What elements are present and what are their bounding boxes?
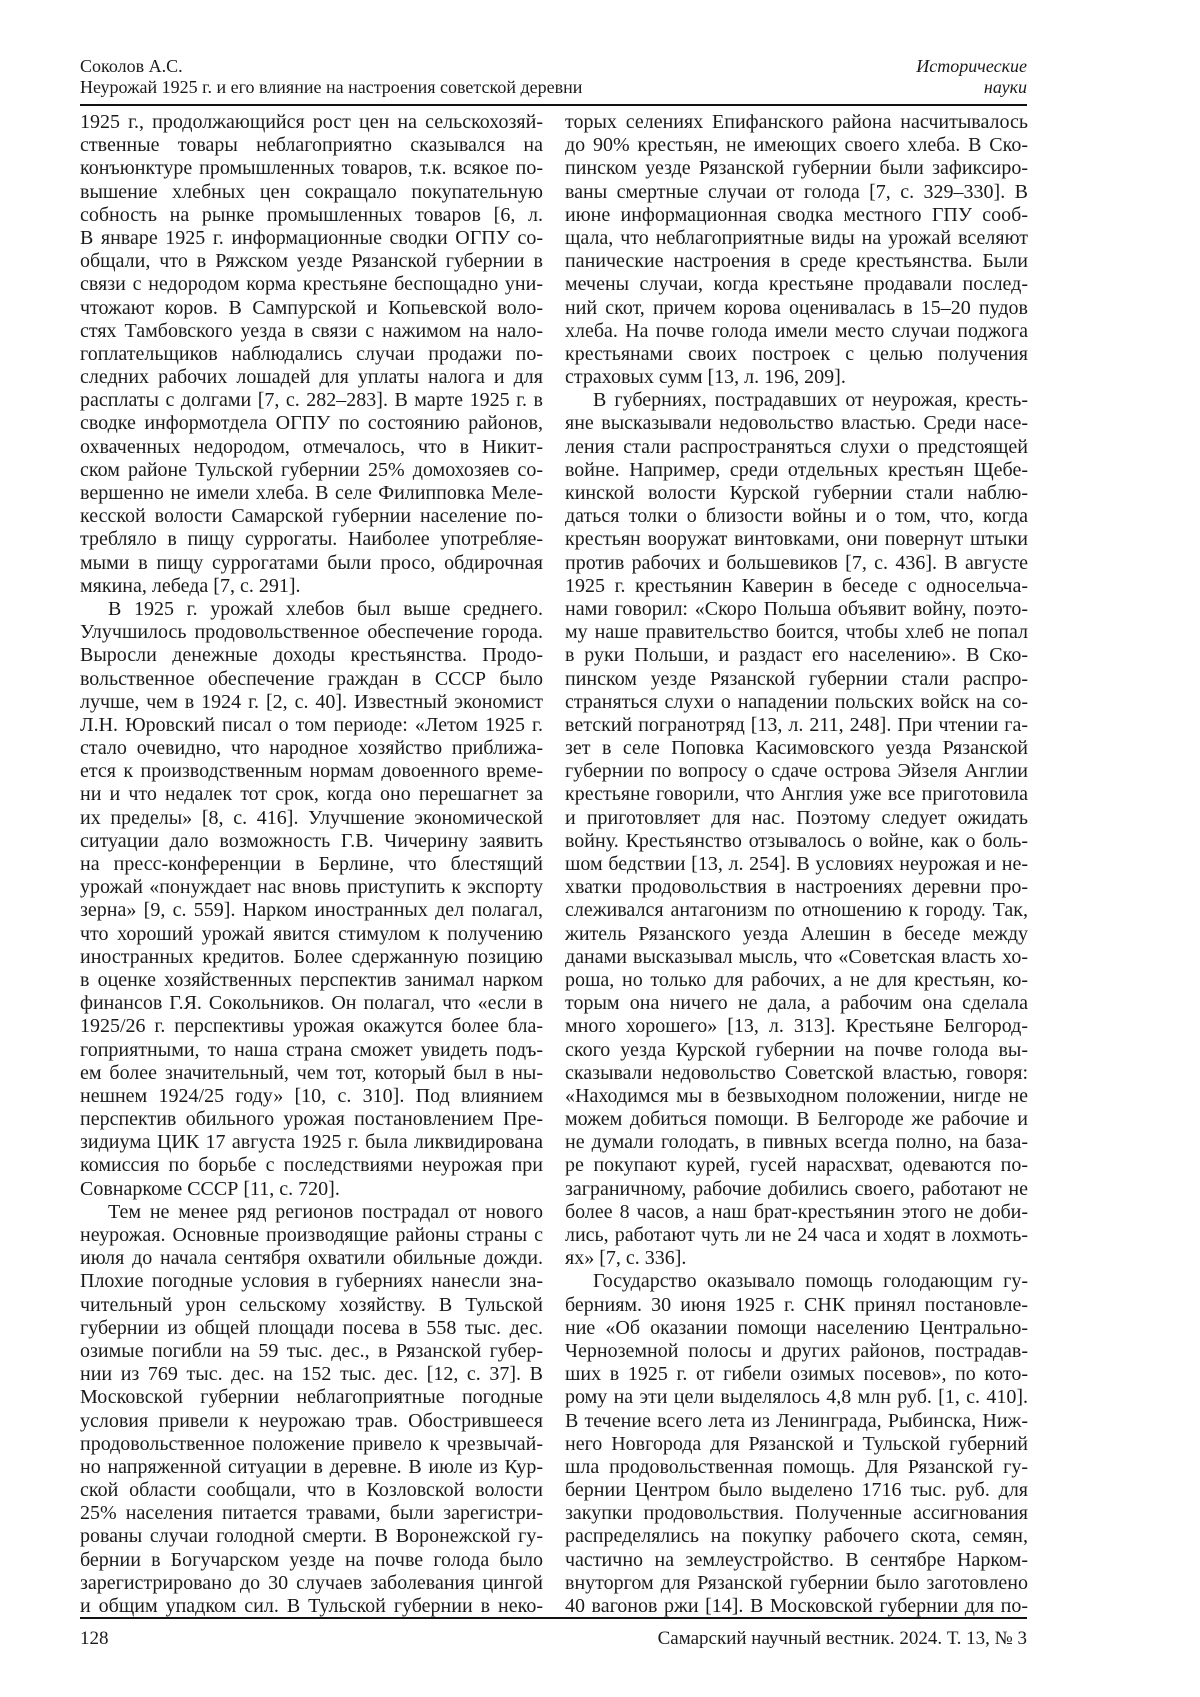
text-line: Л.Н. Юровский писал о том периоде: «Летом 1925 г. bbox=[80, 713, 543, 736]
text-line: Государство оказывало помощь голодающим гу- bbox=[593, 1270, 1028, 1293]
text-line: В январе 1925 г. информационные сводки ОГПУ со- bbox=[80, 226, 543, 249]
text-line: даться толки о близости войны и о том, что, когда bbox=[565, 505, 1028, 528]
text-line: комиссия по борьбе с последствиями неурожая при bbox=[80, 1154, 543, 1177]
text-line: му наше правительство боится, чтобы хлеб не попал bbox=[565, 621, 1028, 644]
text-line: сводке информотдела ОГПУ по состоянию районов, bbox=[80, 412, 543, 435]
header-section-line2: науки bbox=[983, 77, 1027, 97]
text-line: лучше, чем в 1924 г. [2, с. 40]. Известный экономист bbox=[80, 690, 543, 713]
text-line: финансов Г.Я. Сокольников. Он полагал, что «если в bbox=[80, 992, 543, 1015]
text-line: ской области сообщали, что в Козловской волости bbox=[80, 1479, 543, 1502]
text-line: ний скот, причем корова оценивалась в 15–20 пудов bbox=[565, 296, 1028, 319]
footer-rule bbox=[80, 1617, 1027, 1619]
text-line: шла продовольственная помощь. Для Рязанской гу- bbox=[565, 1455, 1028, 1478]
text-line: губернии по вопросу о сдаче острова Эйзеля Англии bbox=[565, 760, 1028, 783]
text-line: Совнаркоме СССР [11, с. 720]. bbox=[80, 1177, 340, 1200]
text-line: ситуации дало возможность Г.В. Чичерину заявить bbox=[80, 829, 543, 852]
text-line: связи с недородом корма крестьяне беспощадно уни- bbox=[80, 273, 543, 296]
text-line: берниям. 30 июня 1925 г. СНК принял постановле- bbox=[565, 1293, 1028, 1316]
text-line: В течение всего лета из Ленинграда, Рыбинска, Ниж- bbox=[565, 1409, 1028, 1432]
text-line: лись, работают чуть ли не 24 часа и ходят в лохмоть- bbox=[565, 1224, 1028, 1246]
text-line: нии из 769 тыс. дес. на 152 тыс. дес. [12, с. 37]. В bbox=[80, 1363, 543, 1386]
text-line: житель Рязанского уезда Алешин в беседе между bbox=[565, 922, 1028, 945]
header-section-line1: Исторические bbox=[916, 56, 1027, 76]
text-line: в оценке хозяйственных перспектив занимал нарком bbox=[80, 968, 543, 991]
text-line: чительный урон сельскому хозяйству. В Тульской bbox=[80, 1293, 543, 1316]
text-line: В 1925 г. урожай хлебов был выше среднего. bbox=[108, 597, 543, 620]
text-line: распределялись на покупку рабочего скота, семян, bbox=[565, 1525, 1028, 1548]
text-line: перспектив обильного урожая постановлением Пре- bbox=[80, 1108, 543, 1131]
text-line: ях» [7, с. 336]. bbox=[565, 1247, 687, 1270]
text-line: следних рабочих лошадей для уплаты налога и для bbox=[80, 366, 543, 389]
text-line: июне информационная сводка местного ГПУ сооб- bbox=[565, 203, 1028, 226]
text-line: нешнем 1924/25 году» [10, с. 310]. Под влиянием bbox=[80, 1084, 543, 1107]
text-line: хлеба. На почве голода имели место случаи поджога bbox=[565, 319, 1028, 342]
text-line: июля до начала сентября охватили обильные дожди. bbox=[80, 1247, 543, 1270]
header-article-title: Неурожай 1925 г. и его влияние на настроения советской деревни bbox=[80, 77, 583, 97]
text-line: сказывали недовольство Советской властью, говоря: bbox=[565, 1061, 1028, 1084]
text-line: ние «Об оказании помощи населению Центрально- bbox=[565, 1316, 1028, 1339]
text-line: ления стали распространяться слухи о предстоящей bbox=[565, 435, 1028, 458]
text-line: мыми в пищу суррогатами были просо, обдирочная bbox=[80, 551, 543, 574]
text-line: Улучшилось продовольственное обеспечение города. bbox=[80, 621, 543, 644]
text-line: что хороший урожай явится стимулом к получению bbox=[80, 922, 543, 945]
text-line: ется к производственным нормам довоенного време- bbox=[80, 760, 543, 783]
text-line: гоплательщиков наблюдались случаи продажи по- bbox=[80, 342, 543, 365]
text-line: данами высказывал мысль, что «Советская власть хо- bbox=[565, 945, 1028, 968]
text-line: войне. Например, среди отдельных крестьян Щебе- bbox=[565, 458, 1028, 481]
text-line: охваченных недородом, отмечалось, что в Никит- bbox=[80, 435, 543, 458]
text-line: общали, что в Ряжском уезде Рязанской губернии в bbox=[80, 250, 543, 273]
paragraph bbox=[80, 111, 543, 598]
text-line: крестьянами своих построек с целью получения bbox=[565, 342, 1028, 365]
text-line: мякина, лебеда [7, с. 291]. bbox=[80, 574, 301, 597]
text-line: панические настроения в среде крестьянства. Были bbox=[565, 250, 1028, 273]
text-line: пинском уезде Рязанской губернии стали распро- bbox=[565, 667, 1028, 690]
text-line: неурожая. Основные производящие районы страны с bbox=[80, 1224, 543, 1246]
text-line: их пределы» [8, с. 416]. Улучшение экономической bbox=[80, 806, 543, 829]
text-line: закупки продовольствия. Полученные ассигнования bbox=[565, 1502, 1028, 1525]
header-left bbox=[80, 56, 582, 98]
left-column bbox=[80, 111, 543, 1618]
text-line: губернии из общей площади посева в 558 тыс. дес. bbox=[80, 1316, 543, 1339]
journal-citation: Самарский научный вестник. 2024. Т. 13, № 3 bbox=[657, 1628, 1027, 1649]
text-line: озимые погибли на 59 тыс. дес., в Рязанской губер- bbox=[80, 1339, 543, 1362]
paragraph bbox=[80, 1201, 543, 1618]
text-line: до 90% крестьян, не имеющих своего хлеба. В Ско- bbox=[565, 134, 1028, 157]
text-line: щала, что неблагоприятные виды на урожай вселяют bbox=[565, 226, 1028, 249]
text-line: вышение хлебных цен сокращало покупательную bbox=[80, 180, 543, 203]
text-line: мечены случаи, когда крестьяне продавали послед- bbox=[565, 273, 1028, 296]
text-line: требляло в пищу суррогаты. Наиболее употребляе- bbox=[80, 528, 543, 551]
text-line: войну. Крестьянство отзывалось о войне, как о боль- bbox=[565, 829, 1028, 852]
text-line: внуторгом для Рязанской губернии было заготовлено bbox=[565, 1571, 1028, 1594]
header-rule bbox=[80, 104, 1027, 106]
text-line: ем более значительный, чем тот, который был в ны- bbox=[80, 1061, 543, 1084]
text-line: урожай «понуждает нас вновь приступить к экспорту bbox=[80, 876, 543, 899]
text-line: в руки Польши, и раздаст его населению». В Ско- bbox=[565, 644, 1028, 667]
text-line: страховых сумм [13, л. 196, 209]. bbox=[565, 366, 846, 389]
text-line: ственные товары неблагоприятно сказывался на bbox=[80, 134, 543, 157]
text-line: заграничному, рабочие добились своего, работают не bbox=[565, 1177, 1028, 1200]
text-line: много хорошего» [13, л. 313]. Крестьяне Белгород- bbox=[565, 1015, 1028, 1038]
header-section bbox=[916, 56, 1027, 98]
paragraph bbox=[80, 598, 543, 1201]
text-line: яне высказывали недовольство властью. Среди насе- bbox=[565, 412, 1028, 435]
text-line: ших в 1925 г. от гибели озимых посевов», по кото- bbox=[565, 1363, 1028, 1386]
text-line: ветский погранотряд [13, л. 211, 248]. При чтении га- bbox=[565, 713, 1028, 736]
text-line: Черноземной полосы и других районов, пострадав- bbox=[565, 1339, 1028, 1362]
text-line: 25% населения питается травами, были зарегистри- bbox=[80, 1502, 543, 1525]
text-line: бернии в Богучарском уезде на почве голода было bbox=[80, 1548, 543, 1571]
text-line: и общим упадком сил. В Тульской губернии в неко- bbox=[80, 1595, 543, 1617]
text-line: нами говорил: «Скоро Польша объявит войну, поэто- bbox=[565, 597, 1028, 620]
text-line: слеживался антагонизм по отношению к городу. Так, bbox=[565, 899, 1028, 922]
text-line: В губерниях, пострадавших от неурожая, кресть- bbox=[593, 389, 1028, 412]
text-line: не думали голодать, в пивных всегда полно, на база- bbox=[565, 1131, 1028, 1154]
text-line: частично на землеустройство. В сентябре Нарком- bbox=[565, 1548, 1028, 1571]
text-line: вершенно не имели хлеба. В селе Филипповка Меле- bbox=[80, 482, 543, 504]
text-line: Плохие погодные условия в губерниях нанесли зна- bbox=[80, 1270, 543, 1293]
text-line: ни и что недалек тот срок, когда оно перешагнет за bbox=[80, 783, 543, 806]
text-line: зерна» [9, с. 559]. Нарком иностранных дел полагал, bbox=[80, 899, 543, 922]
running-header bbox=[80, 56, 1027, 104]
text-line: пинском уезде Рязанской губернии были зафиксиро- bbox=[565, 157, 1028, 180]
text-line: шом бедствии [13, л. 254]. В условиях неурожая и не- bbox=[565, 853, 1028, 875]
text-line: 1925/26 г. перспективы урожая окажутся более бла- bbox=[80, 1015, 543, 1038]
text-line: зидиума ЦИК 17 августа 1925 г. была ликвидирована bbox=[80, 1131, 543, 1154]
text-line: против рабочих и большевиков [7, с. 436]. В августе bbox=[565, 551, 1028, 574]
text-line: собность на рынке промышленных товаров [6, л. bbox=[80, 203, 543, 226]
text-line: чтожают коров. В Сампурской и Копьевской воло- bbox=[80, 296, 543, 319]
text-line: Московской губернии неблагоприятные погодные bbox=[80, 1386, 543, 1409]
text-line: него Новгорода для Рязанской и Тульской губерний bbox=[565, 1432, 1028, 1455]
text-line: ского уезда Курской губернии на почве голода вы- bbox=[565, 1038, 1028, 1061]
text-line: рованы случаи голодной смерти. В Воронежской гу- bbox=[80, 1525, 543, 1548]
paragraph bbox=[565, 111, 1028, 389]
text-line: рому на эти цели выделялось 4,8 млн руб. [1, с. 410]. bbox=[565, 1386, 1028, 1409]
text-line: Выросли денежные доходы крестьянства. Продо- bbox=[80, 644, 543, 667]
text-line: вольственное обеспечение граждан в СССР было bbox=[80, 667, 543, 690]
text-line: иностранных кредитов. Более сдержанную позицию bbox=[80, 945, 543, 968]
text-line: можем добиться помощи. В Белгороде же рабочие и bbox=[565, 1108, 1028, 1131]
text-line: кесской волости Самарской губернии население по- bbox=[80, 505, 543, 528]
text-line: конъюнктуре промышленных товаров, т.к. всякое по- bbox=[80, 157, 543, 180]
page-number: 128 bbox=[80, 1628, 109, 1649]
text-line: 1925 г. крестьянин Каверин в беседе с односельча- bbox=[565, 574, 1028, 597]
text-line: 1925 г., продолжающийся рост цен на сельскохозяй- bbox=[80, 111, 543, 133]
text-line: ском районе Тульской губернии 25% домохозяев со- bbox=[80, 458, 543, 481]
text-line: зарегистрировано до 30 случаев заболевания цингой bbox=[80, 1571, 543, 1594]
text-line: и приготовляет для нас. Поэтому следует ожидать bbox=[565, 806, 1028, 829]
text-line: стях Тамбовского уезда в связи с нажимом на нало- bbox=[80, 319, 543, 342]
header-author: Соколов А.С. bbox=[80, 56, 183, 76]
paragraph bbox=[565, 1270, 1028, 1618]
text-line: продовольственное положение привело к чрезвычай- bbox=[80, 1432, 543, 1455]
text-line: на пресс-конференции в Берлине, что блестящий bbox=[80, 853, 543, 875]
paragraph bbox=[565, 389, 1028, 1270]
text-line: страняться слухи о нападении польских войск на со- bbox=[565, 690, 1028, 713]
text-line: зет в селе Поповка Касимовского уезда Рязанской bbox=[565, 737, 1028, 760]
right-column bbox=[565, 111, 1028, 1618]
text-line: бернии Центром было выделено 1716 тыс. руб. для bbox=[565, 1479, 1028, 1502]
text-line: ре покупают курей, гусей нарасхват, одеваются по- bbox=[565, 1154, 1028, 1177]
text-line: крестьяне говорили, что Англия уже все приготовила bbox=[565, 783, 1028, 806]
text-line: Тем не менее ряд регионов пострадал от нового bbox=[108, 1200, 543, 1223]
text-line: хватки продовольствия в настроениях деревни про- bbox=[565, 876, 1028, 899]
text-line: «Находимся мы в безвыходном положении, нигде не bbox=[565, 1084, 1028, 1107]
text-line: ваны смертные случаи от голода [7, с. 329–330]. В bbox=[565, 180, 1028, 203]
text-line: более 8 часов, а наш брат-крестьянин этого не доби- bbox=[565, 1200, 1028, 1223]
text-line: стало очевидно, что народное хозяйство приближа- bbox=[80, 737, 543, 760]
text-line: расплаты с долгами [7, с. 282–283]. В марте 1925 г. в bbox=[80, 389, 543, 412]
text-line: гоприятными, то наша страна сможет увидеть подъ- bbox=[80, 1038, 543, 1061]
text-line: кинской волости Курской губернии стали наблю- bbox=[565, 482, 1028, 504]
text-line: торым она ничего не дала, а рабочим она сделала bbox=[565, 992, 1028, 1015]
text-line: крестьян вооружат винтовками, они повернут штыки bbox=[565, 528, 1028, 551]
text-line: роша, но только для рабочих, а не для крестьян, ко- bbox=[565, 968, 1028, 991]
text-line: условия привели к неурожаю трав. Обострившееся bbox=[80, 1409, 543, 1432]
text-line: но напряженной ситуации в деревне. В июле из Кур- bbox=[80, 1455, 543, 1478]
text-line: торых селениях Епифанского района насчитывалось bbox=[565, 111, 1028, 133]
text-line: 40 вагонов ржи [14]. В Московской губернии для по- bbox=[565, 1595, 1028, 1617]
